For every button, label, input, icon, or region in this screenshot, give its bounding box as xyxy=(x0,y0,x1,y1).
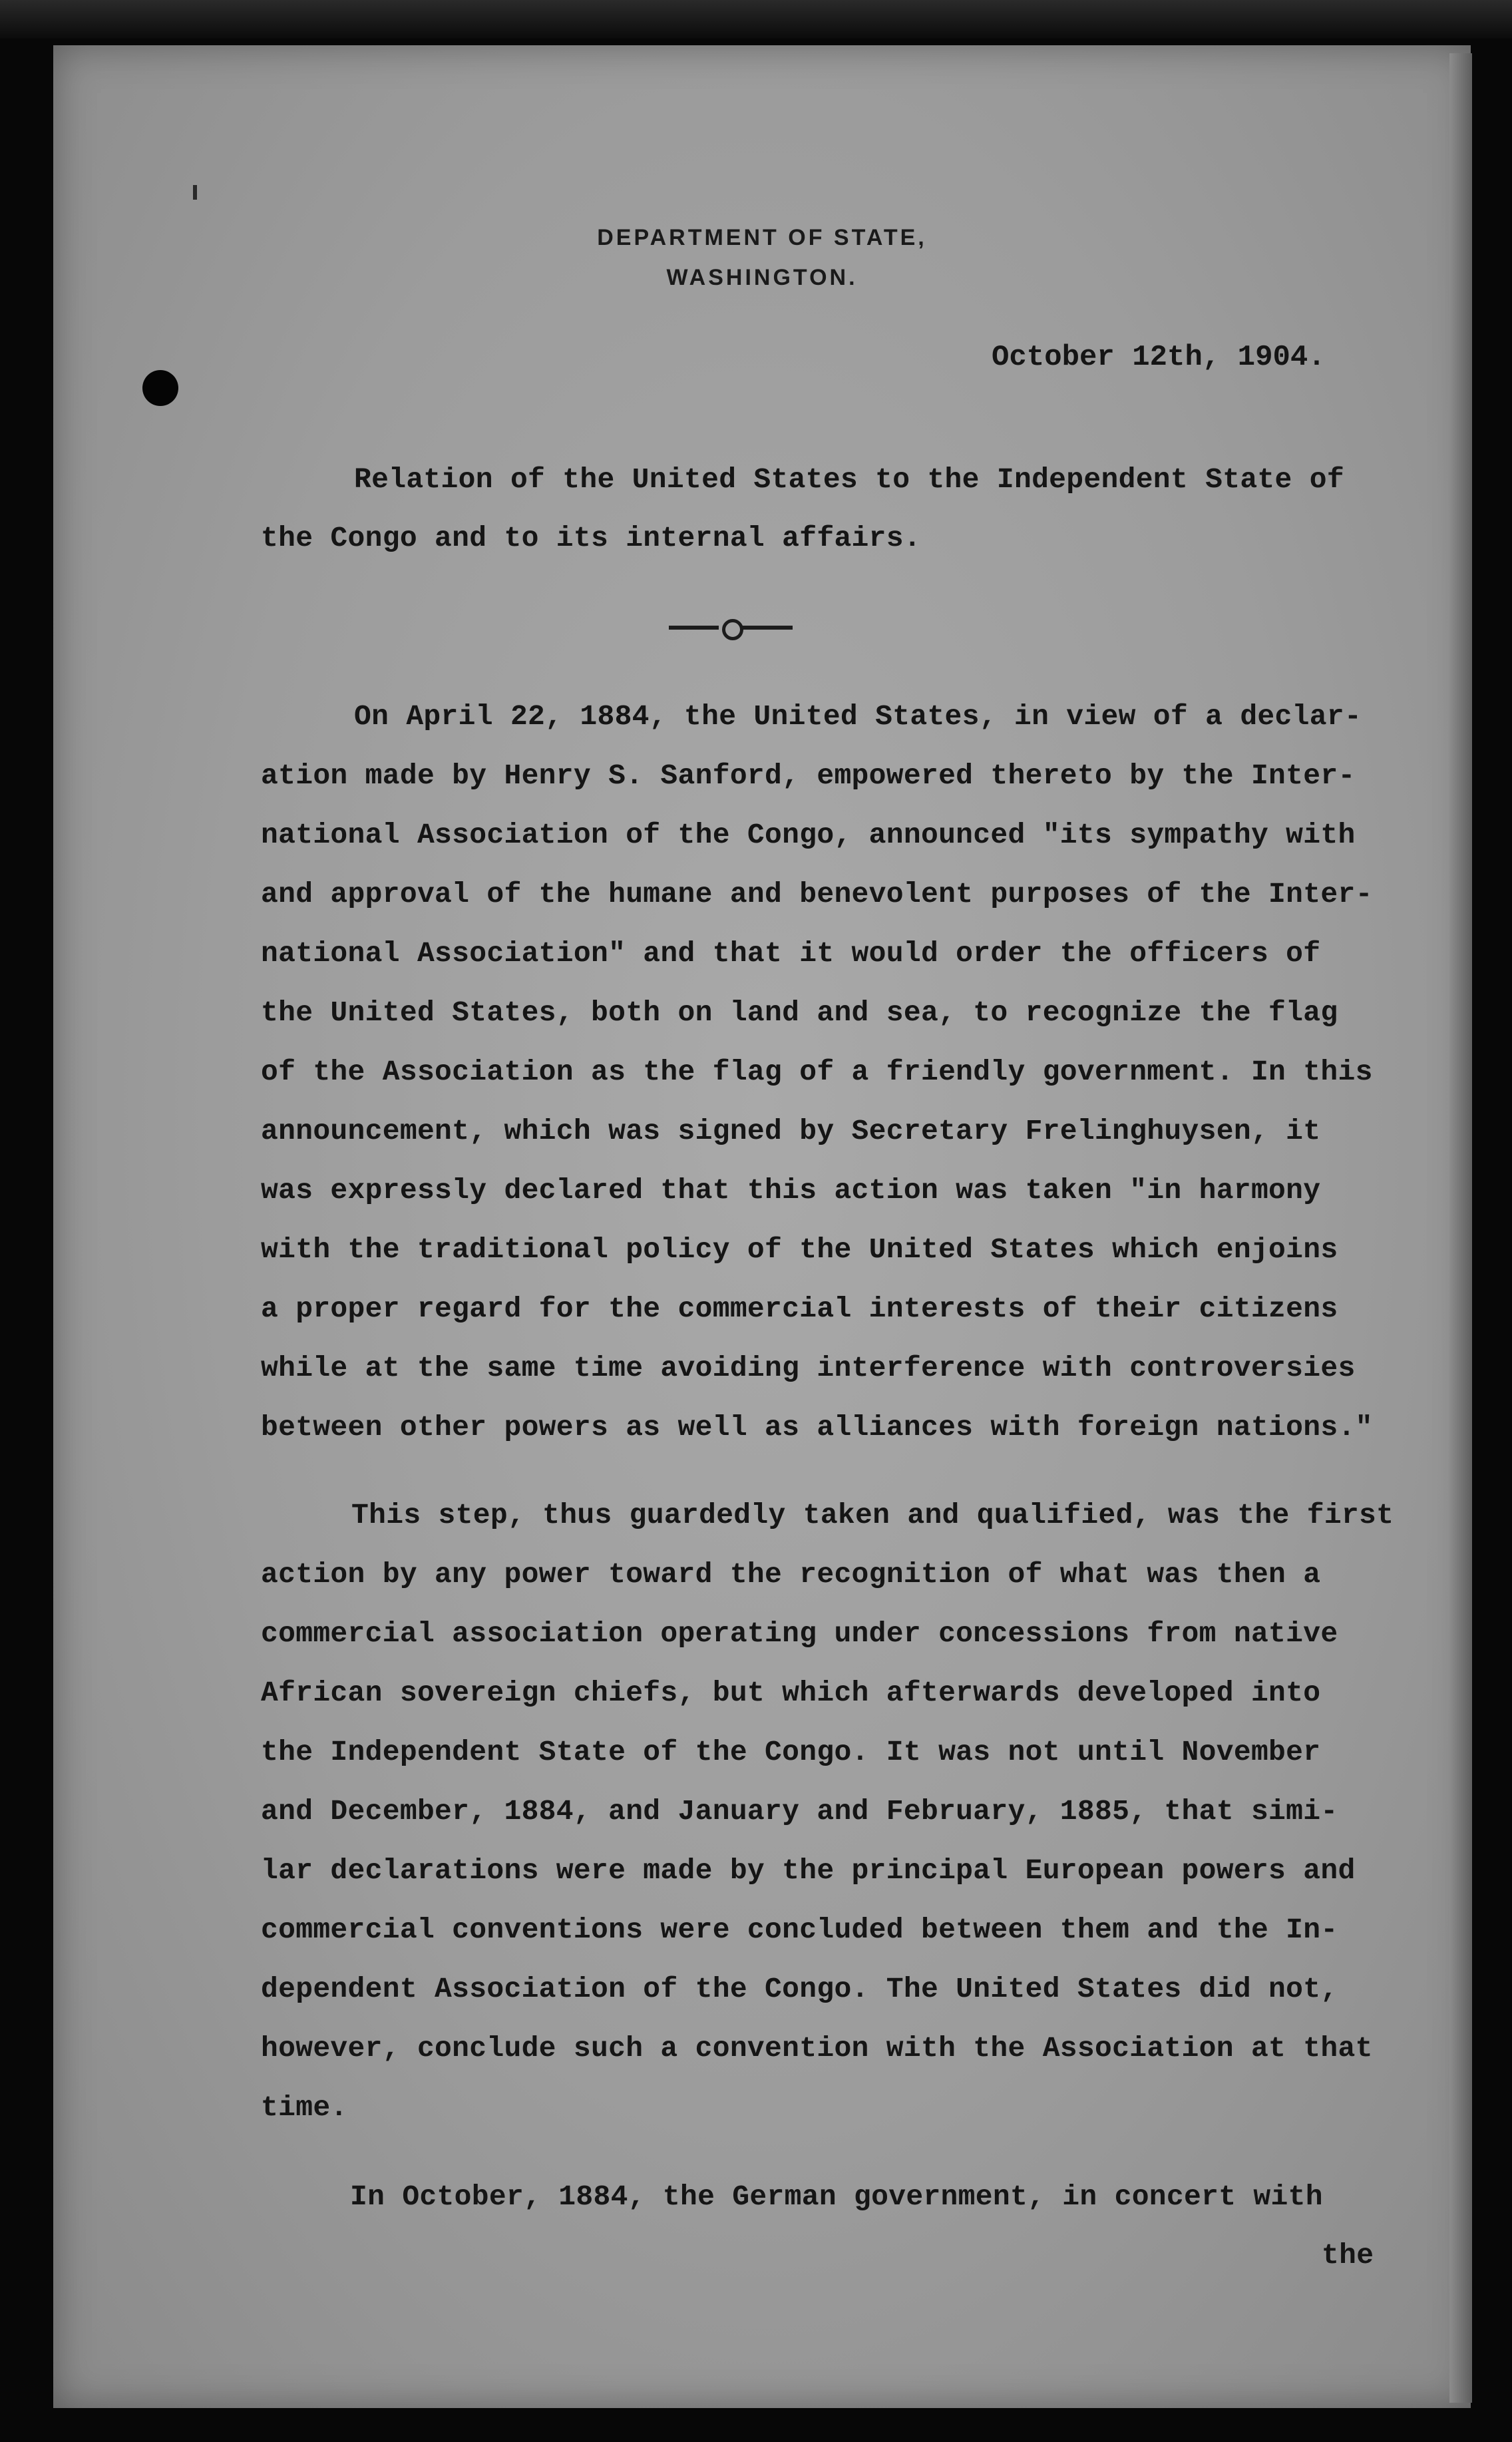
body-line: national Association" and that it would order the officers of xyxy=(261,937,1321,970)
body-line: between other powers as well as alliances with foreign nations." xyxy=(261,1411,1373,1444)
body-line: with the traditional policy of the United States which enjoins xyxy=(261,1233,1338,1266)
catchword: the xyxy=(1322,2239,1374,2272)
body-line: commercial conventions were concluded between them and the In- xyxy=(261,1914,1338,1946)
body-line: African sovereign chiefs, but which afterwards developed into xyxy=(261,1677,1321,1709)
divider-ring xyxy=(722,619,743,640)
body-line: ation made by Henry S. Sanford, empowered thereto by the Inter- xyxy=(261,759,1356,792)
page-right-edge xyxy=(1449,53,1472,2403)
section-divider xyxy=(669,614,793,640)
body-line: the Independent State of the Congo. It was not until November xyxy=(261,1736,1321,1768)
margin-mark xyxy=(193,185,197,200)
body-line: On April 22, 1884, the United States, in view of a declar- xyxy=(354,700,1362,733)
body-line: however, conclude such a convention with the Association at that xyxy=(261,2032,1373,2065)
body-line: the United States, both on land and sea, to recognize the flag xyxy=(261,996,1338,1029)
body-line: action by any power toward the recognition of what was then a xyxy=(261,1558,1321,1591)
letterhead-department: DEPARTMENT OF STATE, xyxy=(597,225,927,250)
body-line: and approval of the humane and benevolent purposes of the Inter- xyxy=(261,878,1373,911)
body-line: lar declarations were made by the principal European powers and xyxy=(261,1854,1356,1887)
letterhead-city: WASHINGTON. xyxy=(666,265,858,290)
scan-top-edge xyxy=(0,0,1512,39)
body-line: This step, thus guardedly taken and qualified, was the first xyxy=(351,1499,1394,1531)
body-line: In October, 1884, the German government, in concert with xyxy=(350,2180,1323,2213)
punch-hole xyxy=(142,370,178,406)
title-line: Relation of the United States to the Independent State of xyxy=(354,463,1344,496)
document-date: October 12th, 1904. xyxy=(992,341,1326,374)
body-line: national Association of the Congo, announced "its sympathy with xyxy=(261,819,1356,851)
body-line: while at the same time avoiding interference with controversies xyxy=(261,1352,1356,1384)
body-line: dependent Association of the Congo. The United States did not, xyxy=(261,1973,1338,2005)
body-line: commercial association operating under concessions from native xyxy=(261,1617,1338,1650)
body-line: a proper regard for the commercial interests of their citizens xyxy=(261,1293,1338,1325)
title-line: the Congo and to its internal affairs. xyxy=(261,522,921,554)
body-line: of the Association as the flag of a friendly government. In this xyxy=(261,1056,1373,1088)
body-line: and December, 1884, and January and February, 1885, that simi- xyxy=(261,1795,1338,1828)
body-line: was expressly declared that this action was taken "in harmony xyxy=(261,1174,1321,1207)
body-line: time. xyxy=(261,2091,348,2124)
divider-bar-left xyxy=(669,626,719,630)
body-line: announcement, which was signed by Secretary Frelinghuysen, it xyxy=(261,1115,1321,1147)
divider-bar-right xyxy=(743,626,793,630)
